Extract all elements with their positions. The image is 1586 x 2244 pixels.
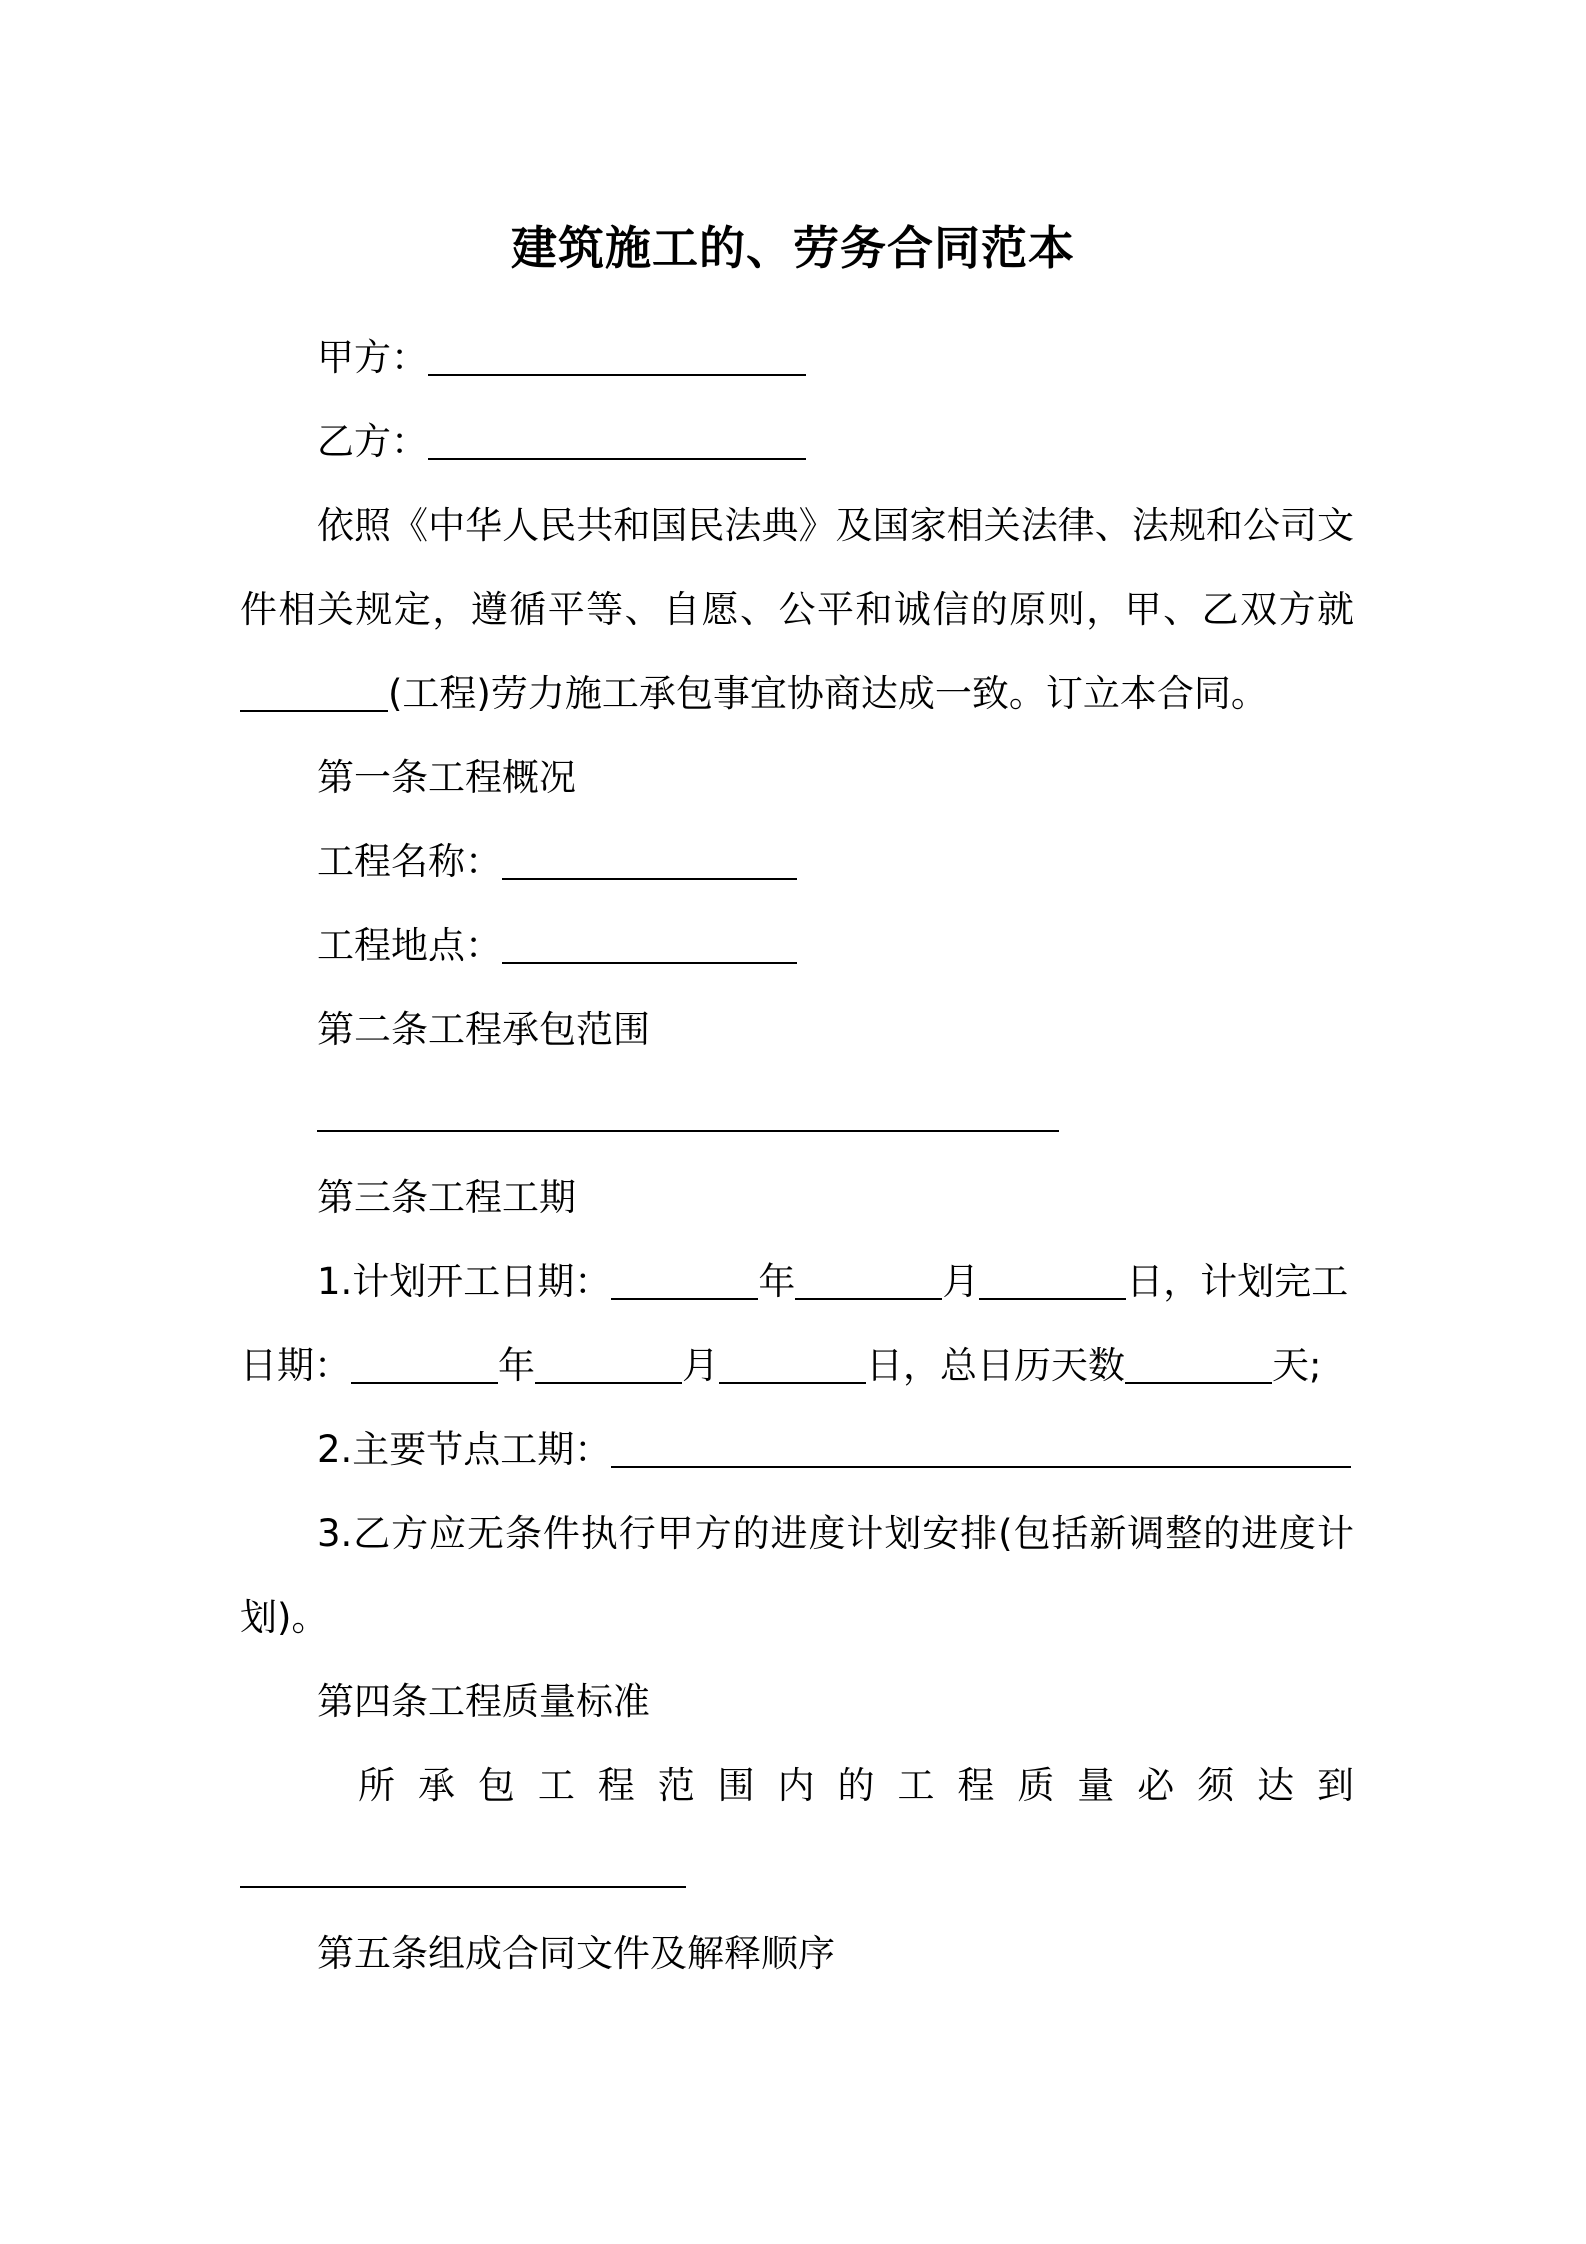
start-date-label: 1.计划开工日期： xyxy=(317,1260,612,1303)
article-5-heading: 第五条组成合同文件及解释顺序 xyxy=(317,1932,835,1975)
project-name-blank[interactable] xyxy=(502,840,797,880)
schedule-line-1: 3.乙方应无条件执行甲方的进度计划安排(包括新调整的进度计 xyxy=(317,1512,1354,1555)
quality-char: 围 xyxy=(717,1764,755,1807)
article-2-heading: 第二条工程承包范围 xyxy=(317,1008,650,1051)
quality-char: 程 xyxy=(597,1764,635,1807)
end-month-blank[interactable] xyxy=(535,1344,682,1384)
party-a-label: 甲方： xyxy=(317,336,428,379)
quality-char: 工 xyxy=(537,1764,575,1807)
intro-line-3-text: (工程)劳力施工承包事宜协商达成一致。订立本合同。 xyxy=(388,672,1268,715)
intro-line-3 xyxy=(240,664,1268,724)
quality-blank-line xyxy=(240,1840,686,1900)
milestone-blank[interactable] xyxy=(611,1428,1351,1468)
plan-end-label: 日，计划完工 xyxy=(1126,1260,1349,1303)
month-label: 月 xyxy=(682,1344,719,1387)
article-1-heading: 第一条工程概况 xyxy=(317,756,576,799)
end-year-blank[interactable] xyxy=(351,1344,498,1384)
quality-blank[interactable] xyxy=(240,1848,686,1888)
total-days-blank[interactable] xyxy=(1125,1344,1272,1384)
year-label: 年 xyxy=(758,1260,796,1303)
quality-char: 质 xyxy=(1017,1764,1055,1807)
quality-char: 量 xyxy=(1077,1764,1115,1807)
project-name-label: 工程名称： xyxy=(317,840,502,883)
quality-char: 的 xyxy=(837,1764,875,1807)
intro-line-2: 件相关规定，遵循平等、自愿、公平和诚信的原则，甲、乙双方就 xyxy=(240,588,1354,631)
milestone-label: 2.主要节点工期： xyxy=(317,1428,612,1471)
quality-char: 必 xyxy=(1137,1764,1175,1807)
milestone-line xyxy=(317,1420,1351,1480)
party-a-line xyxy=(317,328,806,388)
project-location-label: 工程地点： xyxy=(317,924,502,967)
end-date-label: 日期： xyxy=(240,1344,351,1387)
quality-char: 范 xyxy=(657,1764,695,1807)
project-location-line xyxy=(317,916,797,976)
party-a-blank[interactable] xyxy=(428,336,806,376)
project-name-line xyxy=(317,832,797,892)
party-b-label: 乙方： xyxy=(317,420,428,463)
article-3-heading: 第三条工程工期 xyxy=(317,1176,576,1219)
quality-char: 承 xyxy=(417,1764,455,1807)
quality-char: 到 xyxy=(1317,1764,1354,1807)
scope-blank[interactable] xyxy=(317,1092,1059,1132)
days-unit-label: 天; xyxy=(1272,1344,1322,1387)
end-date-line xyxy=(240,1336,1321,1396)
project-location-blank[interactable] xyxy=(502,924,797,964)
month-label: 月 xyxy=(942,1260,980,1303)
quality-char: 内 xyxy=(777,1764,815,1807)
scope-line xyxy=(317,1084,1059,1144)
quality-char: 达 xyxy=(1257,1764,1295,1807)
quality-char: 所 xyxy=(358,1764,395,1807)
start-year-blank[interactable] xyxy=(611,1260,758,1300)
intro-line-1: 依照《中华人民共和国民法典》及国家相关法律、法规和公司文 xyxy=(317,504,1354,547)
quality-char: 程 xyxy=(957,1764,995,1807)
end-day-blank[interactable] xyxy=(719,1344,866,1384)
project-blank[interactable] xyxy=(240,672,388,712)
document-title: 建筑施工的、劳务合同范本 xyxy=(511,221,1075,275)
quality-char: 须 xyxy=(1197,1764,1235,1807)
schedule-line-2: 划)。 xyxy=(240,1596,329,1639)
quality-char: 工 xyxy=(897,1764,935,1807)
start-date-line xyxy=(317,1252,1348,1312)
start-day-blank[interactable] xyxy=(979,1260,1126,1300)
quality-char: 包 xyxy=(477,1764,515,1807)
total-days-label: 日，总日历天数 xyxy=(866,1344,1125,1387)
party-b-line xyxy=(317,412,806,472)
start-month-blank[interactable] xyxy=(795,1260,942,1300)
year-label: 年 xyxy=(498,1344,535,1387)
party-b-blank[interactable] xyxy=(428,420,806,460)
article-4-heading: 第四条工程质量标准 xyxy=(317,1680,650,1723)
quality-standard-line xyxy=(358,1756,1354,1816)
